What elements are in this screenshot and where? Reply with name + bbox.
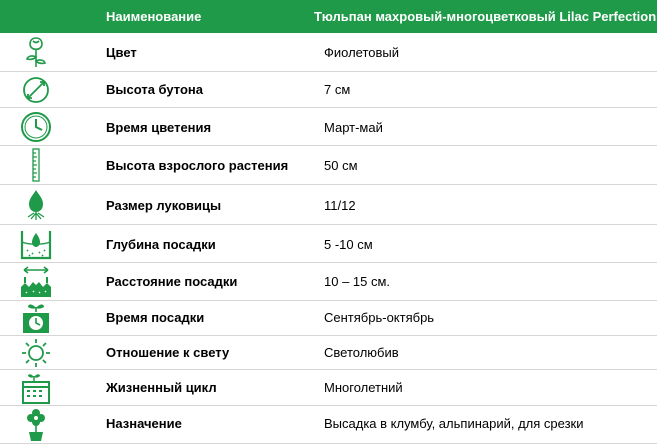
planting-distance-icon [17, 265, 55, 299]
table-header [0, 0, 657, 33]
row-value: Фиолетовый [324, 45, 400, 60]
table-row [0, 33, 657, 72]
row-value: Сентябрь-октябрь [324, 310, 435, 325]
planting-depth-icon [17, 227, 55, 261]
planting-time-icon [17, 301, 55, 335]
sun-icon [17, 336, 55, 370]
row-label: Высота бутона [106, 82, 204, 97]
header-product-column: Тюльпан махровый-многоцветковый Lilac Perfection [314, 9, 657, 24]
table-row [0, 370, 657, 406]
row-value: Март-май [324, 120, 383, 135]
table-row [0, 225, 657, 263]
rose-icon [17, 35, 55, 69]
header-name-column: Наименование [106, 9, 202, 24]
row-value: 50 см [324, 158, 358, 173]
potted-flower-icon [17, 408, 55, 442]
calendar-plant-icon [17, 371, 55, 405]
row-label: Высота взрослого растения [106, 158, 289, 173]
row-value: Светолюбив [324, 345, 399, 360]
row-value: Многолетний [324, 380, 403, 395]
ruler-icon [17, 148, 55, 182]
row-label: Время цветения [106, 120, 212, 135]
bulb-icon [17, 188, 55, 222]
table-row [0, 263, 657, 301]
row-label: Глубина посадки [106, 237, 216, 252]
table-row [0, 301, 657, 336]
row-label: Время посадки [106, 310, 205, 325]
table-row [0, 108, 657, 146]
row-label: Цвет [106, 45, 137, 60]
clock-icon [17, 110, 55, 144]
table-row [0, 406, 657, 444]
row-label: Отношение к свету [106, 345, 230, 360]
table-row [0, 72, 657, 108]
table-row [0, 146, 657, 185]
row-value: 10 – 15 см. [324, 274, 391, 289]
row-value: 11/12 [324, 198, 356, 213]
row-label: Размер луковицы [106, 198, 222, 213]
row-label: Жизненный цикл [106, 380, 217, 395]
row-value: 5 -10 см [324, 237, 373, 252]
table-row [0, 336, 657, 370]
row-value: Высадка в клумбу, альпинарий, для срезки [324, 416, 584, 431]
row-label: Расстояние посадки [106, 274, 238, 289]
bud-diameter-icon [17, 73, 55, 107]
table-row [0, 185, 657, 225]
row-label: Назначение [106, 416, 182, 431]
row-value: 7 см [324, 82, 351, 97]
